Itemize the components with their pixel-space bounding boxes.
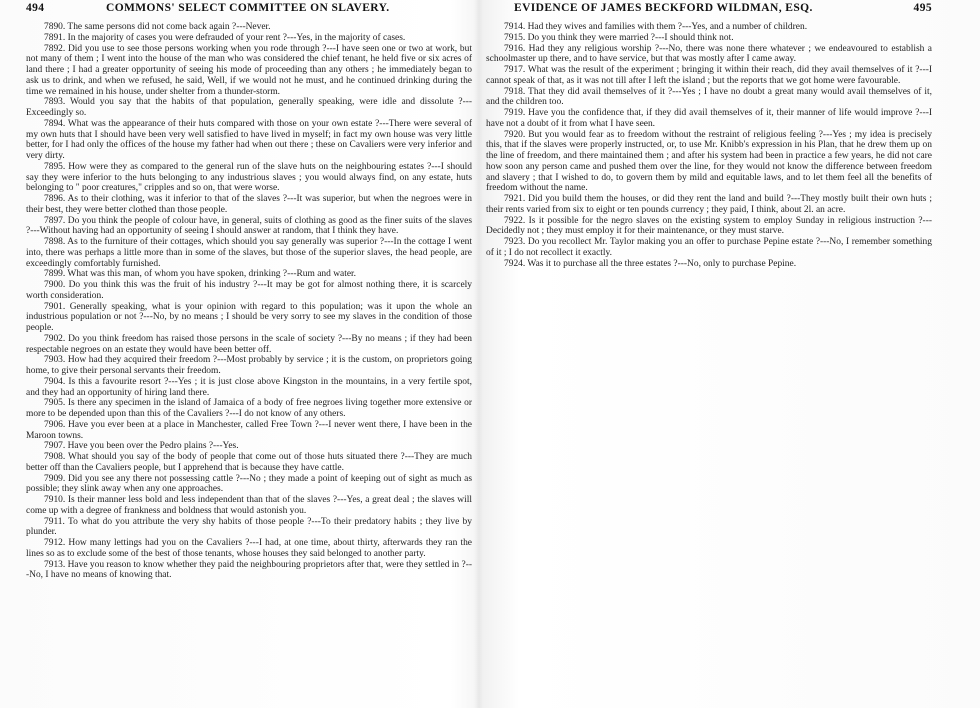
testimony-entry: 7917. What was the result of the experiment ; bringing it within their reach, did they avail themselves of it ?---I cannot speak of that, as it was not till after I left the island ; but the reports that we got home were favourable.	[486, 65, 932, 86]
testimony-entry: 7923. Do you recollect Mr. Taylor making you an offer to purchase Pepine estate ?---No, I remember something of it ; I do not recollect it exactly.	[486, 237, 932, 258]
testimony-entry: 7924. Was it to purchase all the three estates ?---No, only to purchase Pepine.	[504, 258, 797, 269]
testimony-entry: 7890. The same persons did not come back again ?---Never.	[44, 22, 271, 32]
testimony-entry: 7912. How many lettings had you on the Cavaliers ?---I had, at one time, about thirty, afterwards they ran the lines so as to exclude some of the best of those tenants, whose houses they said belonged to another party.	[26, 538, 472, 559]
testimony-entry: 7903. How had they acquired their freedom ?---Most probably by service ; it is the custom, on proprietors going home, to give their personal servants their freedom.	[26, 355, 472, 376]
testimony-entry: 7906. Have you ever been at a place in Manchester, called Free Town ?---I never went there, I have been in the Maroon towns.	[26, 419, 472, 441]
testimony-entry: 7913. Have you reason to know whether they paid the neighbouring proprietors after that, were they settled in ?---No, I have no means of knowing that.	[26, 559, 472, 581]
right-running-head	[486, 2, 932, 18]
right-page-body	[486, 22, 932, 706]
left-running-title: COMMONS' SELECT COMMITTEE ON SLAVERY.	[106, 2, 390, 14]
book-gutter	[474, 0, 484, 708]
right-running-title: EVIDENCE OF JAMES BECKFORD WILDMAN, ESQ.	[514, 2, 813, 14]
testimony-entry: 7899. What was this man, of whom you have spoken, drinking ?---Rum and water.	[44, 269, 356, 280]
testimony-entry: 7902. Do you think freedom has raised those persons in the scale of society ?---By no means ; if they had been respectable negroes on an estate they would have been better off.	[26, 333, 472, 355]
left-page-body	[26, 22, 472, 706]
testimony-entry: 7910. Is their manner less bold and less independent than that of the slaves ?---Yes, a great deal ; the slaves will come up with a degree of frankness and boldness that would astonish you.	[26, 495, 472, 516]
testimony-entry: 7907. Have you been over the Pedro plains ?---Yes.	[44, 441, 239, 452]
testimony-entry: 7894. What was the appearance of their huts compared with those on your own estate ?---There were several of my own huts that I should have been very well satisfied to have lived in myself; in fact my own house was very little better, for I had only the offices of the house my father had when out there ; these on Cavaliers were very inferior and very dirty.	[26, 118, 472, 161]
testimony-entry: 7915. Do you think they were married ?---I should think not.	[504, 32, 734, 43]
testimony-entry: 7904. Is this a favourite resort ?---Yes ; it is just close above Kingston in the mountains, in a very fertile spot, and they had an opportunity of hiring land there.	[26, 376, 472, 398]
testimony-entry: 7900. Do you think this was the fruit of his industry ?---It may be got for almost nothing there, it is scarcely worth consideration.	[26, 280, 472, 301]
testimony-entry: 7891. In the majority of cases you were defrauded of your rent ?---Yes, in the majority of cases.	[44, 32, 406, 43]
testimony-entry: 7914. Had they wives and families with them ?---Yes, and a number of children.	[504, 22, 808, 32]
testimony-entry: 7898. As to the furniture of their cottages, which should you say generally was superior ?---In the cottage I went into, there was perhaps a little more than in some of the slaves, but those of the superior slaves, the head people, are exceedingly comfortably furnished.	[26, 237, 472, 269]
testimony-entry: 7918. That they did avail themselves of it ?---Yes ; I have no doubt a great many would avail themselves of it, and the children too.	[486, 86, 932, 108]
testimony-entry: 7897. Do you think the people of colour have, in general, suits of clothing as good as the finer suits of the slaves ?---Without having had an opportunity of seeing I should answer at random, that I think they have.	[26, 215, 472, 237]
testimony-entry: 7922. Is it possible for the negro slaves on the existing system to employ Sunday in religious instruction ?---Decidedly not ; they must employ it for their maintenance, or they must starve.	[486, 215, 932, 237]
testimony-entry: 7921. Did you build them the houses, or did they rent the land and build ?---They mostly built their own huts ; their rents varied from six to eight or ten pounds currency ; they paid, I think, about 2l. an acre.	[486, 194, 932, 215]
left-running-head	[26, 2, 472, 18]
testimony-entry: 7901. Generally speaking, what is your opinion with regard to this population; was it upon the whole an industrious population or not ?---No, by no means ; I should be very sorry to see my slaves in the condition of those people.	[26, 301, 472, 333]
testimony-entry: 7892. Did you use to see those persons working when you rode through ?---I have seen one or two at work, but not many of them ; I went into the house of the man who was considered the chief tenant, he held five or six acres of land there ; I had a greater opportunity of seeing his mode of proceeding than any others ; he immediately began to ask us to drink, and when we refused, he said, Well, if we would not he must, and he continued drinking during the time we remained in his house, under shelter from a thunder-storm.	[26, 43, 472, 97]
testimony-entry: 7905. Is there any specimen in the island of Jamaica of a body of free negroes living together more extensive or more to be depended upon than this of the Cavaliers ?---I do not know of any others.	[26, 398, 472, 419]
testimony-entry: 7919. Have you the confidence that, if they did avail themselves of it, their manner of life would improve ?---I have not a doubt of it from what I have seen.	[486, 108, 932, 129]
right-page-number: 495	[913, 2, 932, 14]
testimony-entry: 7896. As to their clothing, was it inferior to that of the slaves ?---It was superior, but when the negroes were in their best, they were better clothed than those people.	[26, 194, 472, 215]
testimony-entry: 7893. Would you say that the habits of that population, generally speaking, were idle and dissolute ?---Exceedingly so.	[26, 97, 472, 118]
left-page-number: 494	[26, 2, 45, 14]
testimony-entry: 7909. Did you see any there not possessing cattle ?---No ; they made a point of keeping out of sight as much as possible; they slink away when any one approaches.	[26, 473, 472, 495]
testimony-entry: 7895. How were they as compared to the general run of the slave huts on the neighbouring estates ?---I should say they were inferior to the huts belonging to any industrious slaves ; you would always find, on any estate, huts belonging to " poor creatures," cripples and so on, that were worse.	[26, 161, 472, 194]
testimony-entry: 7908. What should you say of the body of people that come out of those huts situated there ?---They are much better off than the Cavaliers people, but I apprehend that is because they have cattle.	[26, 452, 472, 473]
testimony-entry: 7911. To what do you attribute the very shy habits of those people ?---To their predatory habits ; they live by plunder.	[26, 516, 472, 538]
testimony-entry: 7920. But you would fear as to freedom without the restraint of religious feeling ?---Yes ; my idea is precisely this, that if the slaves were properly instructed, or, to use Mr. Knibb's expression in his Plan, that he drew them up on the line of freedom, and there maintained them ; and after his system had been in practice a few years, he did not care how soon any person came and pushed them over the line, for they would not know the difference between freedom and slavery ; that I wished to do, to govern them by mild and equitable laws, and to let them feel all the benefits of freedom without the name.	[486, 129, 932, 194]
testimony-entry: 7916. Had they any religious worship ?---No, there was none there whatever ; we endeavoured to establish a schoolmaster up there, and to have service, but that was mostly after I came away.	[486, 43, 932, 65]
